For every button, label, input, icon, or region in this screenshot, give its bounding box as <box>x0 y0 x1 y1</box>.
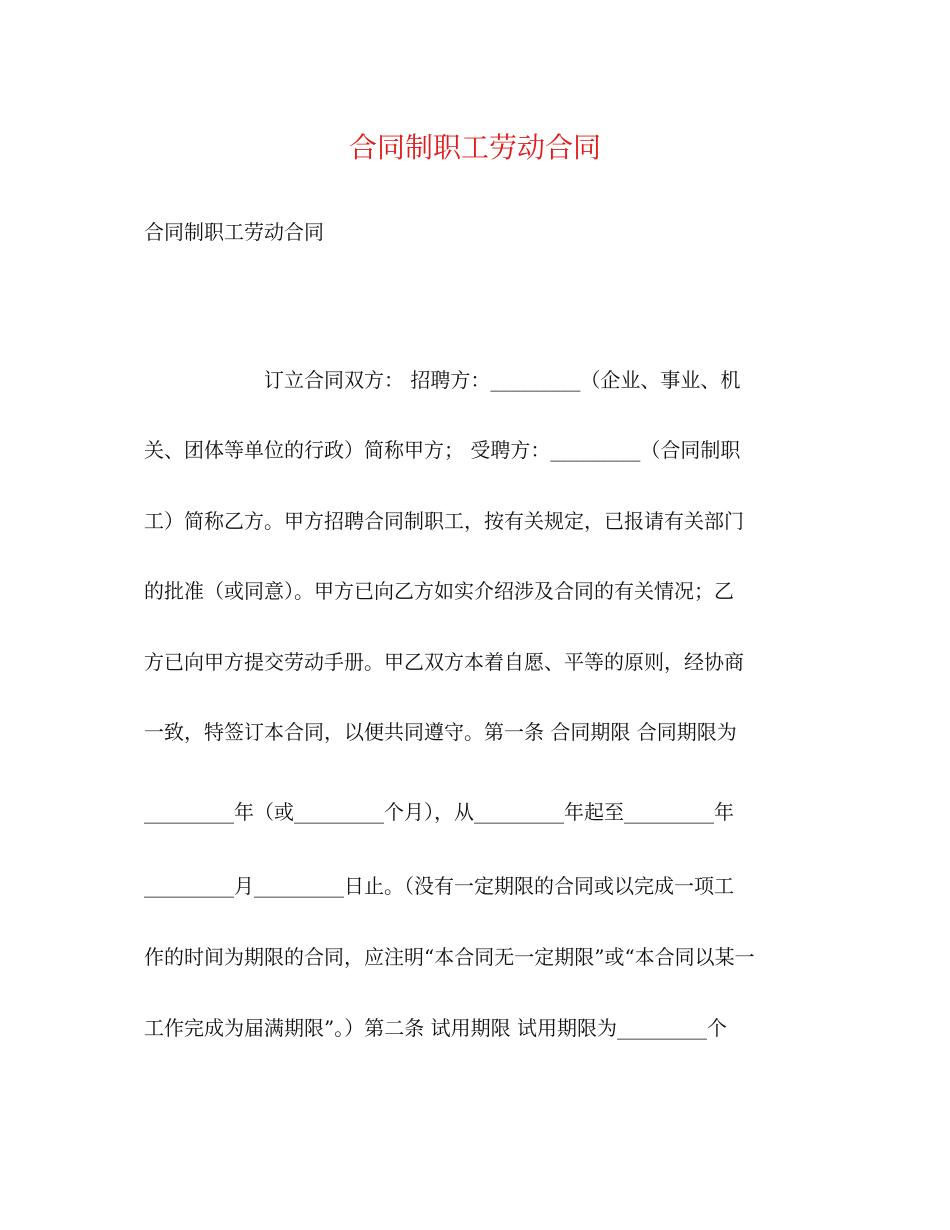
body-line: 一致，特签订本合同，以便共同遵守。第一条 合同期限 合同期限为 <box>144 720 737 744</box>
document-subtitle: 合同制职工劳动合同 <box>144 220 324 244</box>
body-line: 的批准（或同意）。甲方已向乙方如实介绍涉及合同的有关情况；乙 <box>144 579 734 603</box>
body-line: 工作完成为届满期限”。）第二条 试用期限 试用期限为_________个 <box>144 1016 727 1040</box>
document-title: 合同制职工劳动合同 <box>348 131 601 164</box>
body-line: 订立合同双方： 招聘方：_________（企业、事业、机 <box>144 368 741 392</box>
body-line: _________年（或_________个月），从_________年起至_________年 <box>144 800 734 824</box>
body-line: 方已向甲方提交劳动手册。甲乙双方本着自愿、平等的原则，经协商 <box>144 650 744 674</box>
body-line: 作的时间为期限的合同，应注明“本合同无一定期限”或“本合同以某一 <box>144 945 755 969</box>
body-line: _________月_________日止。（没有一定期限的合同或以完成一项工 <box>144 874 734 898</box>
body-line: 工）简称乙方。甲方招聘合同制职工，按有关规定，已报请有关部门 <box>144 509 744 533</box>
body-line: 关、团体等单位的行政）简称甲方； 受聘方：_________（合同制职 <box>144 438 741 462</box>
